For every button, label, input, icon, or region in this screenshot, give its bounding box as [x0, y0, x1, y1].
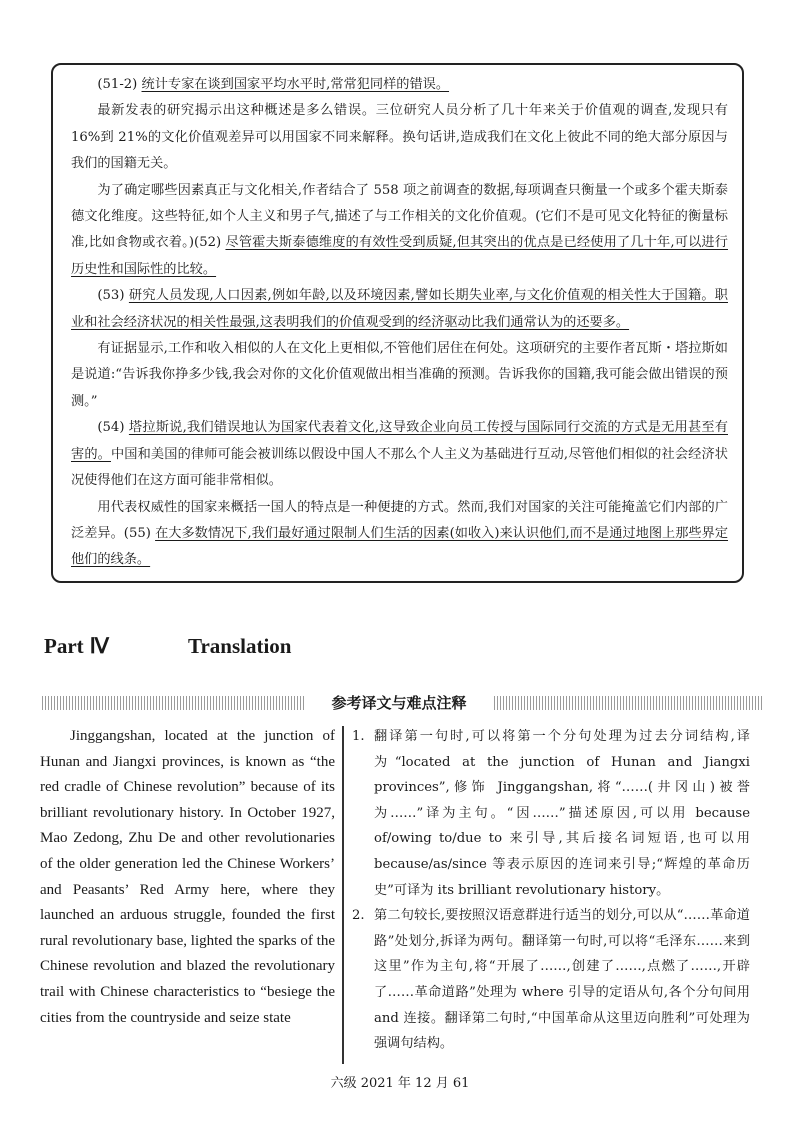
- banner-title: 参考译文与难点注释: [331, 694, 467, 712]
- translation-column: [40, 724, 335, 1031]
- passage-paragraph-2: 最新发表的研究揭示出这种概述是多么错误。三位研究人员分析了几十年来关于价值观的调查,发现只有 16%到 21%的文化价值观差异可以用国家不同来解释。换句话讲,造成我们在文化上彼此不同的绝大部分原因与我们的国籍无关。: [71, 103, 728, 172]
- note-item: [352, 903, 750, 1057]
- notes-list: [352, 724, 750, 1057]
- column-divider: [342, 726, 344, 1064]
- section-banner: [42, 692, 762, 714]
- passage-paragraph-5: 有证据显示,工作和收入相似的人在文化上更相似,不管他们居住在何处。这项研究的主要作者瓦斯・塔拉斯如是说道:“告诉我你挣多少钱,我会对你的文化价值观做出相当准确的预测。告诉我你的国籍,我可能会做出错误的预测。”: [71, 341, 728, 409]
- underlined-sentence: 统计专家在谈到国家平均水平时,常常犯同样的错误。: [141, 77, 450, 92]
- passage-paragraph-3: [71, 178, 728, 284]
- underlined-sentence: 塔拉斯说,我们错误地认为国家代表着文化,这导致企业向员工传授与国际同行交流的方式是无用甚至有害的。: [71, 420, 728, 462]
- note-item: [352, 724, 750, 903]
- part-numeral: Ⅳ: [89, 634, 110, 658]
- sentence-number: (54): [97, 420, 125, 436]
- passage-paragraph-4: [71, 283, 728, 336]
- sentence-number: (51-2): [97, 77, 138, 92]
- passage-paragraph-1: [71, 72, 728, 98]
- passage-box: [51, 63, 744, 583]
- note-text: 翻译第一句时,可以将第一个分句处理为过去分词结构,译为“located at the junction of Hunan and Jiangxi provinces”,修饰 Jinggangshan,将“……(井冈山)被誉为……”译为主句。“因……”描述原因,可以用 because of/owing to/due to 来引导,其后接名词短语,也可以用 because/as/since 等表示原因的连词来引导;“辉煌的革命历史”可译为 its brilliant revolutionary history。: [374, 729, 750, 898]
- underlined-sentence: 研究人员发现,人口因素,例如年龄,以及环境因素,譬如长期失业率,与文化价值观的相关性大于国籍。职业和社会经济状况的相关性最强,这表明我们的价值观受到的经济驱动比我们通常认为的还要多。: [71, 288, 728, 330]
- banner-stripe-left: [42, 696, 304, 710]
- paragraph-text: 中国和美国的律师可能会被训练以假设中国人不那么个人主义为基础进行互动,尽管他们相似的社会经济状况使得他们在这方面可能非常相似。: [71, 446, 728, 489]
- part-heading: [44, 634, 292, 659]
- part-title-text: Translation: [188, 634, 292, 658]
- notes-column: [352, 724, 750, 1057]
- underlined-sentence: 尽管霍夫斯泰德维度的有效性受到质疑,但其突出的优点是已经使用了几十年,可以进行历史性和国际性的比较。: [71, 235, 728, 277]
- note-number: 2.: [352, 908, 365, 924]
- note-text: 第二句较长,要按照汉语意群进行适当的划分,可以从“……革命道路”处划分,拆译为两句。翻译第一句时,可以将“毛泽东……来到这里”作为主句,将“开展了……,创建了……,点燃了……,开辟了……革命道路”处理为 where 引导的定语从句,各个分句间用 and 连接。翻译第二句时,“中国革命从这里迈向胜利”可处理为强调句结构。: [374, 908, 750, 1052]
- paragraph-text: 为了确定哪些因素真正与文化相关,作者结合了 558 项之前调查的数据,每项调查只衡量一个或多个霍夫斯泰德文化维度。这些特征,如个人主义和男子气,描述了与工作相关的文化价值观。(它们不是可见文化特征的衡量标准,比如食物或衣着。): [71, 182, 728, 251]
- paragraph-text: 用代表权威性的国家来概括一国人的特点是一种便捷的方式。然而,我们对国家的关注可能掩盖它们内部的广泛差异。: [71, 499, 728, 541]
- translation-text: Jinggangshan, located at the junction of Hunan and Jiangxi provinces, is known as “the red cradle of Chinese revolution” because of its brilliant revolutionary history. In October 1927, Mao Zedong, Zhu De and other revolutionaries of the older generation led the Chinese Workers’ and Peasants’ Red Army here, where they launched an arduous struggle, founded the first rural revolutionary base, lighted the sparks of the Chinese revolution and blazed the revolutionary trail with Chinese characteristics to “besiege the cities from the countryside and seize state: [40, 728, 335, 1026]
- sentence-number: (53): [97, 288, 125, 304]
- sentence-number: (52): [194, 235, 222, 251]
- sentence-number: (55): [123, 525, 151, 541]
- note-number: 1.: [352, 729, 365, 744]
- page-footer: 六级 2021 年 12 月 61: [330, 1076, 470, 1091]
- part-label: Part: [44, 634, 84, 658]
- passage-paragraph-7: [71, 495, 728, 574]
- banner-stripe-right: [494, 696, 762, 710]
- underlined-sentence: 在大多数情况下,我们最好通过限制人们生活的因素(如收入)来认识他们,而不是通过地图上那些界定他们的线条。: [71, 525, 729, 568]
- passage-paragraph-6: [71, 415, 728, 494]
